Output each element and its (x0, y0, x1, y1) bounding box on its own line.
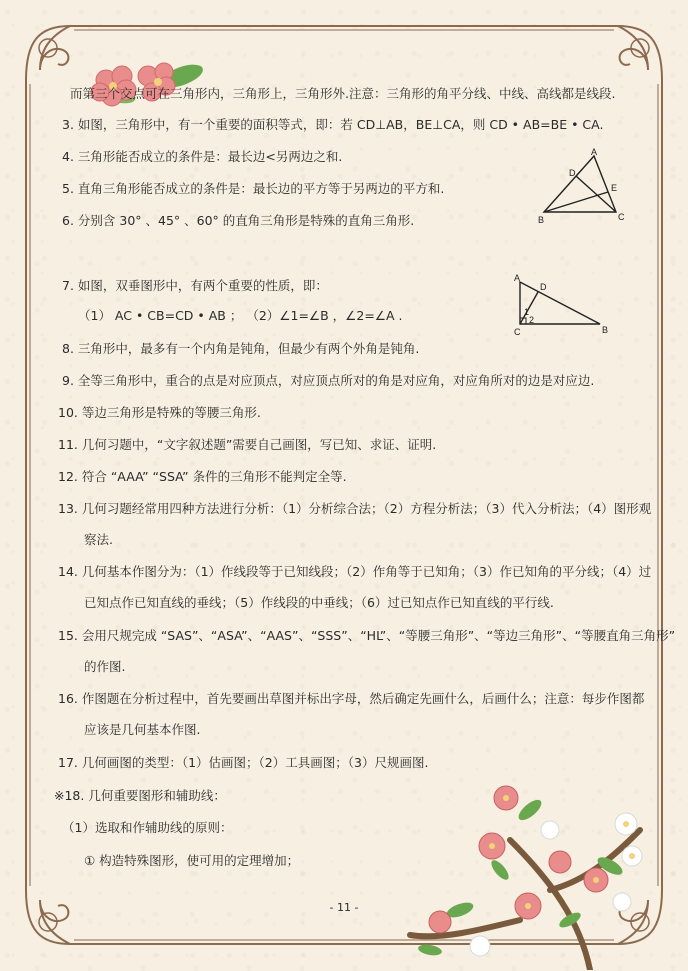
item-7-properties: （1） AC • CB=CD • AB ； （2）∠1=∠B ，∠2=∠A . (78, 308, 403, 323)
item-6: 6. 分别含 30° 、45° 、60° 的直角三角形是特殊的直角三角形. (62, 213, 415, 228)
fig2-label-B: B (602, 325, 609, 335)
item-18-heading: ※18. 几何重要图形和辅助线： (54, 788, 226, 803)
item-16-continued: 应该是几何基本作图. (84, 722, 201, 737)
fig2-label-C: C (514, 327, 521, 336)
item-10: 10. 等边三角形是特殊的等腰三角形. (58, 405, 261, 420)
item-18-point-1: ① 构造特殊图形，使可用的定理增加； (84, 853, 300, 868)
item-9: 9. 全等三角形中，重合的点是对应顶点，对应顶点所对的角是对应角，对应角所对的边是对应边. (62, 373, 595, 388)
item-11: 11. 几何习题中，“文字叙述题”需要自己画图，写已知、求证、证明. (58, 437, 437, 452)
item-14: 14. 几何基本作图分为：（1）作线段等于已知线段；（2）作角等于已知角；（3）作已知角的平分线；（4）过 (58, 564, 652, 579)
item-14-continued: 已知点作已知直线的垂线；（5）作线段的中垂线；（6）过已知点作已知直线的平行线. (84, 595, 554, 610)
item-16: 16. 作图题在分析过程中，首先要画出草图并标出字母，然后确定先画什么，后画什么；注意：每步作图都 (58, 691, 645, 706)
fig2-label-D: D (540, 282, 547, 292)
triangle-altitude-figure (536, 146, 636, 226)
fig1-label-E: E (611, 183, 618, 193)
item-15: 15. 会用尺规完成 “SAS”、“ASA”、“AAS”、“SSS”、“HL”、“等腰三角形”、“等边三角形”、“等腰直角三角形” (58, 628, 676, 643)
page-number: - 11 - (329, 901, 359, 914)
item-18-subheading: （1）选取和作辅助线的原则： (62, 820, 233, 835)
item-5: 5. 直角三角形能否成立的条件是：最长边的平方等于另两边的平方和. (62, 181, 445, 196)
item-13-continued: 察法. (84, 532, 113, 547)
item-13: 13. 几何习题经常用四种方法进行分析：（1）分析综合法；（2）方程分析法；（3）代入分析法；（4）图形观 (58, 501, 652, 516)
item-8: 8. 三角形中，最多有一个内角是钝角，但最少有两个外角是钝角. (62, 341, 420, 356)
item-7: 7. 如图，双垂图形中，有两个重要的性质，即： (62, 278, 328, 293)
fig1-label-A: A (591, 147, 598, 157)
fig1-label-C: C (618, 212, 625, 222)
right-triangle-double-perpendicular-figure (510, 272, 616, 336)
item-3: 3. 如图，三角形中，有一个重要的面积等式，即：若 CD⊥AB，BE⊥CA，则 CD • AB=BE • CA. (62, 117, 604, 132)
fig2-angle-1: 1 (524, 307, 530, 317)
item-17: 17. 几何画图的类型：（1）估画图；（2）工具画图；（3）尺规画图. (58, 755, 429, 770)
item-15-continued: 的作图. (84, 659, 126, 674)
text-line-intersection: 而第三个交点可在三角形内，三角形上，三角形外.注意：三角形的角平分线、中线、高线都是线段. (70, 86, 616, 101)
item-12: 12. 符合 “AAA” “SSA” 条件的三角形不能判定全等. (58, 469, 347, 484)
flower-branch-decoration (400, 770, 668, 970)
item-4: 4. 三角形能否成立的条件是：最长边<另两边之和. (62, 149, 343, 164)
fig1-label-D: D (569, 168, 576, 178)
fig2-label-A: A (514, 273, 521, 283)
fig1-label-B: B (538, 215, 545, 225)
fig2-angle-2: 2 (529, 315, 535, 325)
